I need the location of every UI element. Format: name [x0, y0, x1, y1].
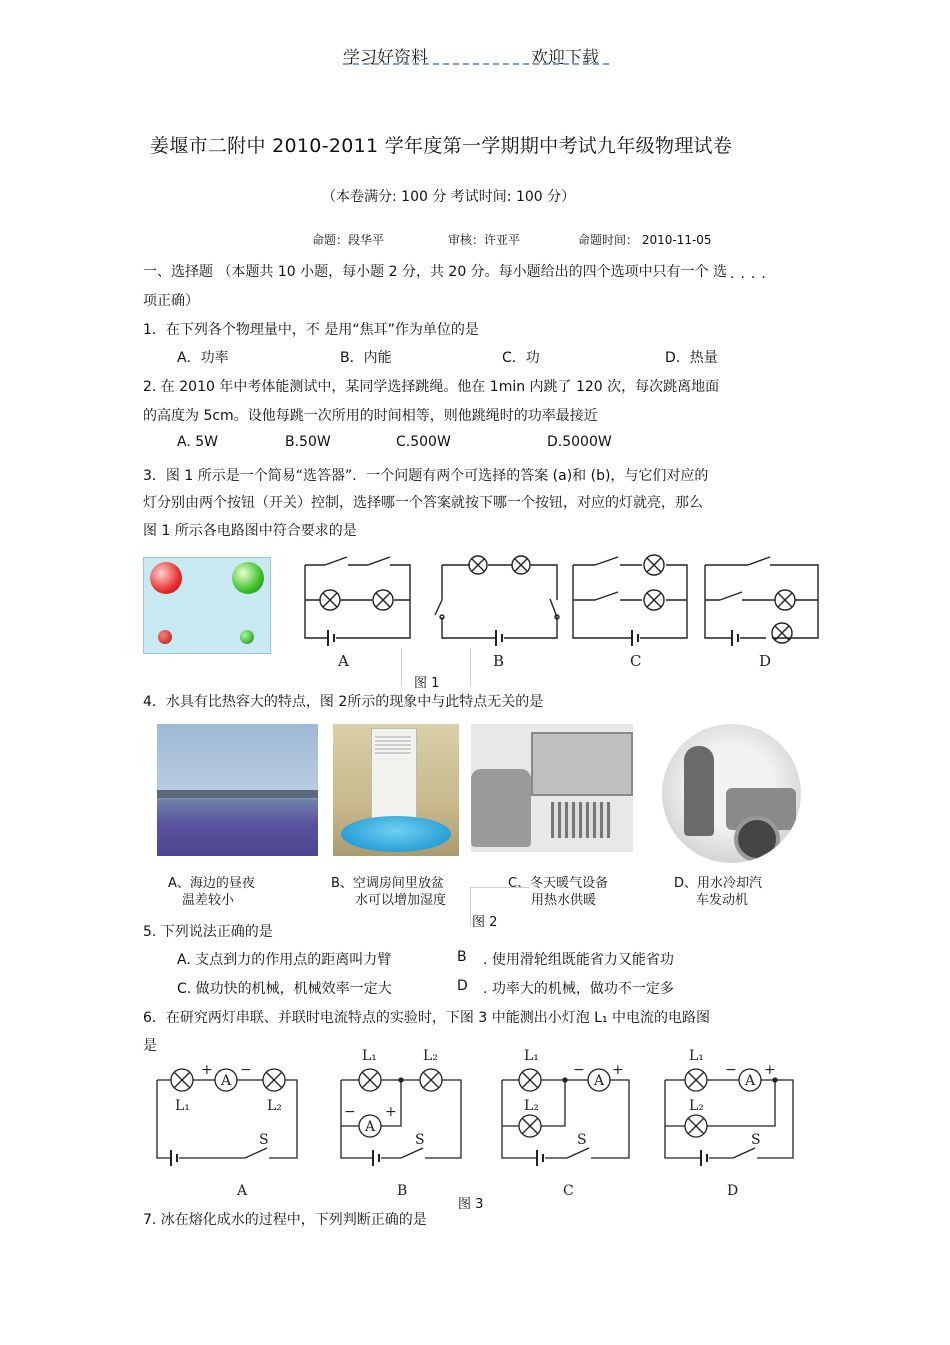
- header-divider: [343, 63, 609, 65]
- q5-option-d: . 功率大的机械，做功不一定多: [483, 981, 674, 997]
- q1-option-c: C．功: [502, 350, 540, 366]
- q5-option-b-letter: B: [457, 949, 467, 965]
- section1-line1: 一、选择题 （本题共 10 小题，每小题 2 分，共 20 分。每小题给出的四个选项中只有一个 选: [143, 264, 728, 280]
- q5-option-c: C. 做功快的机械，机械效率一定大: [177, 981, 392, 997]
- header-right: 欢迎下载: [531, 48, 599, 68]
- fig2-caption-c2: 用热水供暖: [531, 893, 597, 908]
- fig3-label-d: D: [727, 1183, 739, 1199]
- figure1-circuits: [290, 545, 830, 675]
- fig3-label-b: B: [397, 1183, 408, 1199]
- ammeter-d-minus: −: [725, 1062, 737, 1078]
- fig3-circuit-d: [665, 1069, 793, 1166]
- q7-stem: 7. 冰在熔化成水的过程中，下列判断正确的是: [143, 1212, 427, 1228]
- red-lamp: [150, 562, 182, 594]
- fig1-label-a: A: [338, 652, 349, 670]
- q4-stem: 4．水具有比热容大的特点，图 2所示的现象中与此特点无关的是: [143, 694, 544, 710]
- exam-info: （本卷满分: 100 分 考试时间: 100 分）: [322, 189, 576, 205]
- fig2-caption-b1: B、空调房间里放盆: [331, 876, 444, 891]
- ammeter-b-letter: A: [365, 1119, 376, 1135]
- ammeter-b-minus: −: [344, 1104, 356, 1120]
- red-button: [158, 630, 172, 644]
- fig3-label-a: A: [237, 1183, 248, 1199]
- fig3-c-l1: L₁: [524, 1048, 539, 1064]
- fig3-b-l2: L₂: [423, 1048, 438, 1064]
- fig2-caption-d1: D、用水冷却汽: [674, 876, 763, 891]
- fig3-c-s: S: [577, 1132, 587, 1148]
- fig3-b-s: S: [415, 1132, 425, 1148]
- ammeter-a-letter: A: [221, 1073, 232, 1089]
- q2-line1: 2. 在 2010 年中考体能测试中，某同学选择跳绳。他在 1min 内跳了 120 次，每次跳离地面: [143, 379, 720, 395]
- q5-option-d-letter: D: [457, 978, 468, 994]
- q6-line2: 是: [143, 1038, 157, 1054]
- fig2-caption-c1: C、冬天暖气设备: [508, 876, 609, 891]
- radiator-photo: [471, 724, 633, 852]
- selector-panel: [143, 557, 271, 654]
- car-engine-photo: [662, 724, 801, 863]
- fig3-c-l2: L₂: [524, 1098, 539, 1114]
- q5-option-a: A. 支点到力的作用点的距离叫力臂: [177, 952, 392, 968]
- q1-option-d: D．热量: [665, 350, 718, 366]
- q1-option-a: A．功率: [177, 350, 229, 366]
- fig3-b-l1: L₁: [362, 1048, 377, 1064]
- q1-option-b: B．内能: [340, 350, 392, 366]
- meta-author: 命题：段华平: [312, 233, 385, 247]
- q2-option-a: A. 5W: [177, 434, 218, 450]
- fig1-label-c: C: [630, 652, 642, 670]
- q2-option-d: D.5000W: [547, 434, 612, 450]
- ammeter-d-letter: A: [745, 1073, 756, 1089]
- header-left: 学习好资料: [343, 48, 428, 68]
- fig3-caption: 图 3: [458, 1197, 484, 1212]
- circuit-b: [435, 556, 559, 646]
- seaside-photo: [157, 724, 318, 856]
- fig3-d-s: S: [751, 1132, 761, 1148]
- q3-line2: 灯分别由两个按钮（开关）控制，选择哪一个答案就按下哪一个按钮，对应的灯就亮，那么: [143, 495, 703, 511]
- ammeter-d-plus: +: [764, 1062, 776, 1078]
- meta-date: 命题时间： 2010-11-05: [578, 233, 712, 247]
- q5-option-b: . 使用滑轮组既能省力又能省功: [483, 952, 674, 968]
- fig3-a-s: S: [259, 1132, 269, 1148]
- ammeter-c-plus: +: [612, 1062, 624, 1078]
- page-title: 姜堰市二附中 2010-2011 学年度第一学期期中考试九年级物理试卷: [150, 135, 733, 157]
- ammeter-b-plus: +: [385, 1104, 397, 1120]
- meta-reviewer: 审核：许亚平: [448, 233, 521, 247]
- fig1-caption: 图 1: [414, 676, 440, 691]
- circuit-a: [305, 557, 410, 646]
- ammeter-a-minus: −: [240, 1062, 252, 1078]
- fig1-label-b: B: [493, 652, 505, 670]
- q3-line3: 图 1 所示各电路图中符合要求的是: [143, 523, 357, 539]
- aircon-room-photo: [333, 724, 459, 856]
- circuit-c: [573, 555, 687, 646]
- fig2-caption-b2: 水可以增加湿度: [355, 893, 447, 908]
- q6-line1: 6．在研究两灯串联、并联时电流特点的实验时，下图 3 中能测出小灯泡 L₁ 中电流的电路图: [143, 1010, 711, 1026]
- fig2-caption-a2: 温差较小: [182, 893, 235, 908]
- q2-option-c: C.500W: [396, 434, 451, 450]
- fig3-d-l2: L₂: [689, 1098, 704, 1114]
- fig3-d-l1: L₁: [689, 1048, 704, 1064]
- fig2-caption: 图 2: [472, 915, 498, 930]
- figure3-circuits: [145, 1048, 815, 1208]
- ammeter-c-minus: −: [573, 1062, 585, 1078]
- q2-line2: 的高度为 5cm。设他每跳一次所用的时间相等，则他跳绳时的功率最接近: [143, 408, 598, 424]
- q1-stem: 1．在下列各个物理量中，不 是用“焦耳”作为单位的是: [143, 322, 479, 338]
- fig2-caption-a1: A、海边的昼夜: [168, 876, 255, 891]
- fig3-circuit-c: [502, 1069, 629, 1166]
- fig3-a-l2: L₂: [267, 1098, 282, 1114]
- q5-stem: 5. 下列说法正确的是: [143, 924, 273, 940]
- fig3-a-l1: L₁: [175, 1098, 190, 1114]
- fig3-label-c: C: [563, 1183, 574, 1199]
- green-button: [240, 630, 254, 644]
- section1-line2: 项正确）: [143, 293, 199, 309]
- fig2-caption-d2: 车发动机: [696, 893, 749, 908]
- ammeter-a-plus: +: [201, 1062, 213, 1078]
- green-lamp: [232, 562, 264, 594]
- emphasis-dots: ····: [730, 270, 772, 286]
- fig1-label-d: D: [759, 652, 772, 670]
- q3-line1: 3．图 1 所示是一个简易“选答器”．一个问题有两个可选择的答案 (a)和 (b)，与它们对应的: [143, 468, 709, 484]
- fig3-circuit-b: [341, 1069, 461, 1166]
- q2-option-b: B.50W: [285, 434, 331, 450]
- circuit-d: [705, 557, 818, 646]
- ammeter-c-letter: A: [594, 1073, 605, 1089]
